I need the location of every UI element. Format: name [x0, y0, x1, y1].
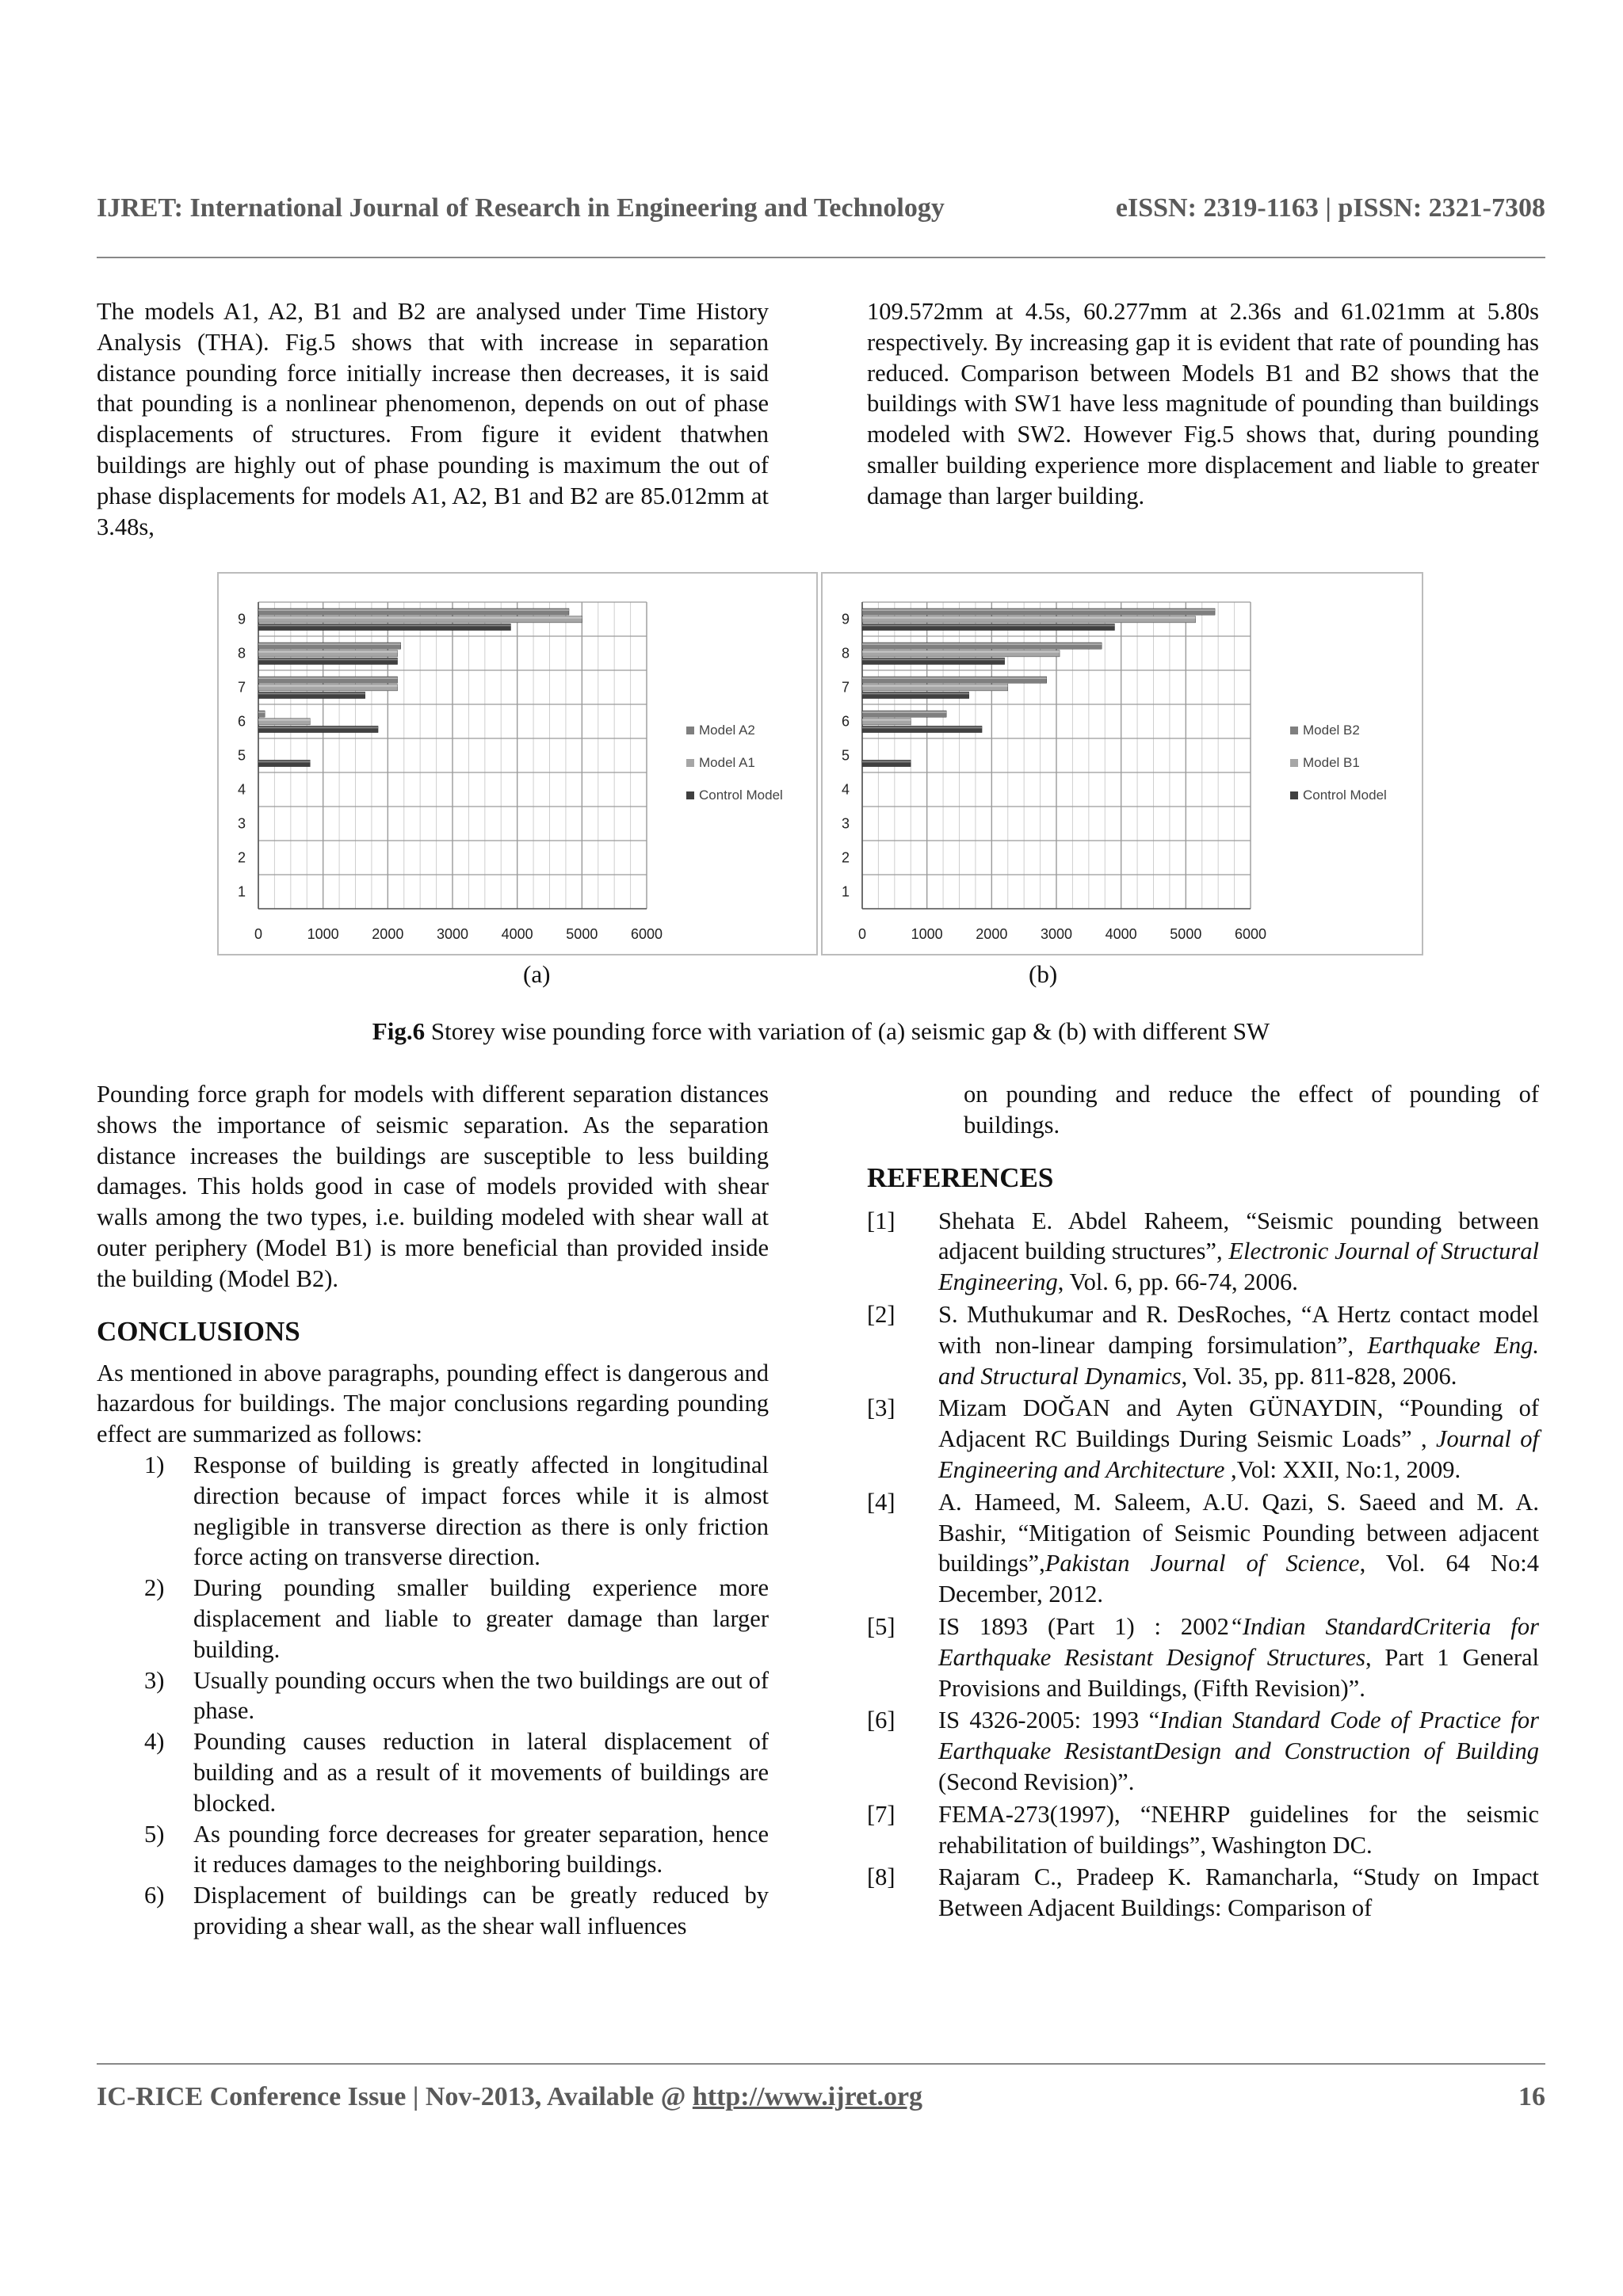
bar-highlight — [862, 761, 911, 762]
x-tick-label: 2000 — [372, 926, 404, 942]
y-tick-label: 1 — [841, 883, 850, 900]
bar-highlight — [258, 651, 398, 653]
y-tick-label: 5 — [237, 747, 246, 764]
intro-paragraph-left: The models A1, A2, B1 and B2 are analysed under Time History Analysis (THA). Fig.5 shows that with increase in separation distance pounding force initially increase then decreases, it is said that pounding is a nonlinear phenomenon, depends on out of phase displacements of structures. From figure it evident thatwhen buildings are highly out of phase pounding is maximum the out of phase displacements for models A1, A2, B1 and B2 are 85.012mm at 3.48s, — [97, 298, 769, 540]
y-tick-label: 1 — [237, 883, 246, 900]
footer-left — [97, 2082, 922, 2112]
reference-authors: FEMA-273(1997), “NEHRP guidelines for the seismic rehabilitation of buildings”, Washington DC. — [938, 1800, 1539, 1859]
y-tick-label: 8 — [841, 645, 850, 662]
legend-swatch — [1290, 759, 1298, 767]
x-tick-label: 0 — [254, 926, 263, 942]
bar-highlight — [258, 609, 569, 611]
legend-swatch — [686, 791, 694, 799]
reference-details: , Vol. 6, pp. 66-74, 2006. — [1057, 1268, 1298, 1296]
conclusion-number: 2) — [144, 1574, 165, 1602]
bar-highlight — [862, 727, 982, 728]
references-list — [867, 1206, 1539, 1924]
reference-source: Earthquake Eng. and Structural Dynamics — [938, 1331, 1539, 1390]
bar-highlight — [258, 719, 310, 721]
reference-item — [867, 1611, 1539, 1703]
y-tick-label: 2 — [841, 849, 850, 866]
lower-right-column — [867, 1079, 1539, 1925]
conclusion-text: Usually pounding occurs when the two buildings are out of phase. — [193, 1666, 769, 1725]
bar-highlight — [862, 624, 1115, 626]
figure-caption-label: Fig.6 — [372, 1017, 426, 1045]
header-rule — [97, 257, 1545, 258]
conclusions-heading: CONCLUSIONS — [97, 1315, 300, 1347]
reference-number: [6] — [867, 1707, 896, 1734]
issn: eISSN: 2319-1163 | pISSN: 2321-7308 — [1115, 193, 1545, 223]
y-tick-label: 4 — [841, 781, 850, 798]
bar-highlight — [258, 617, 582, 619]
bar-highlight — [258, 685, 398, 687]
legend-swatch — [686, 727, 694, 734]
conclusion-item — [97, 1726, 769, 1818]
reference-item — [867, 1862, 1539, 1924]
conclusion-text: During pounding smaller building experience more displacement and liable to greater damage than larger building. — [193, 1574, 769, 1663]
reference-item — [867, 1393, 1539, 1485]
conclusions-intro: As mentioned in above paragraphs, pounding effect is dangerous and hazardous for buildings. The major conclusions regarding pounding effect are summarized as follows: — [97, 1359, 769, 1448]
bar-highlight — [258, 711, 265, 713]
y-tick-label: 2 — [237, 849, 246, 866]
reference-details: (Second Revision)”. — [938, 1768, 1135, 1795]
conclusion-item — [97, 1880, 769, 1942]
bar-highlight — [258, 624, 511, 626]
y-tick-label: 3 — [237, 815, 246, 832]
conclusion-number: 4) — [144, 1728, 165, 1756]
page-footer — [97, 2082, 1545, 2112]
footer-link[interactable]: http://www.ijret.org — [692, 2082, 923, 2111]
intro-right-column — [867, 296, 1539, 512]
y-tick-label: 9 — [237, 611, 246, 627]
chart-a-svg — [219, 574, 819, 957]
x-tick-label: 1000 — [911, 926, 943, 942]
reference-source: Pakistan Journal of Science — [1044, 1550, 1360, 1577]
reference-item — [867, 1206, 1539, 1298]
conclusion-continuation: on pounding and reduce the effect of pounding of buildings. — [964, 1081, 1539, 1138]
y-tick-label: 5 — [841, 747, 850, 764]
bar-highlight — [862, 692, 969, 694]
bar-highlight — [258, 727, 378, 728]
x-tick-label: 6000 — [1234, 926, 1267, 942]
x-tick-label: 3000 — [1040, 926, 1073, 942]
reference-number: [3] — [867, 1394, 896, 1422]
reference-details: , Vol. 35, pp. 811-828, 2006. — [1181, 1362, 1457, 1390]
conclusion-item — [97, 1450, 769, 1573]
y-tick-label: 3 — [841, 815, 850, 832]
y-tick-label: 6 — [841, 713, 850, 730]
reference-authors: IS 4326-2005: 1993 “ — [938, 1707, 1160, 1734]
figure-caption-text: Storey wise pounding force with variation of (a) seismic gap & (b) with different SW — [425, 1017, 1270, 1045]
reference-details: , Vol. 64 No:4 December, 2012. — [938, 1550, 1539, 1608]
bar-highlight — [862, 617, 1196, 619]
legend-swatch — [1290, 727, 1298, 734]
reference-source: Electronic Journal of Structural Engineering — [938, 1238, 1539, 1296]
chart-a — [217, 572, 818, 955]
legend-swatch — [686, 759, 694, 767]
reference-item — [867, 1799, 1539, 1861]
reference-source: Indian Standard Code of Practice for Earthquake ResistantDesign and Construction of Building — [938, 1707, 1539, 1765]
reference-authors: S. Muthukumar and R. DesRoches, “A Hertz contact model with non-linear damping forsimulation”, — [938, 1300, 1539, 1359]
page-number: 16 — [1518, 2082, 1545, 2111]
x-tick-label: 4000 — [1105, 926, 1137, 942]
intro-left-column — [97, 296, 769, 542]
reference-number: [2] — [867, 1300, 896, 1328]
page-header — [97, 193, 1545, 223]
conclusion-number: 5) — [144, 1820, 165, 1848]
legend-label: Control Model — [699, 788, 783, 803]
conclusion-item — [97, 1665, 769, 1727]
bar-highlight — [258, 692, 365, 694]
conclusion-number: 3) — [144, 1666, 165, 1694]
bar-highlight — [862, 685, 1008, 687]
bar-highlight — [258, 658, 398, 660]
chart-b-svg — [823, 574, 1425, 957]
conclusion-item — [97, 1819, 769, 1881]
reference-source: “Indian StandardCriteria for Earthquake Resistant Designof Structures — [938, 1612, 1539, 1671]
intro-paragraph-right: 109.572mm at 4.5s, 60.277mm at 2.36s and 61.021mm at 5.80s respectively. By increasing gap it is evident that rate of pounding has reduced. Comparison between Models B1 and B2 shows that the buildings with SW1 have less magnitude of pounding than buildings modeled with SW2. However Fig.5 shows that, during pounding smaller building experience more displacement and liable to greater damage than larger building. — [867, 298, 1539, 509]
chart-b — [821, 572, 1423, 955]
reference-authors: Shehata E. Abdel Raheem, “Seismic pounding between adjacent building structures”, — [938, 1207, 1539, 1265]
reference-details: , Part 1 General Provisions and Buildings, (Fifth Revision)”. — [938, 1643, 1539, 1702]
conclusions-list — [97, 1450, 769, 1942]
conclusion-text: Displacement of buildings can be greatly reduced by providing a shear wall, as the shear wall influences — [193, 1882, 769, 1939]
x-tick-label: 5000 — [566, 926, 598, 942]
conclusion-text: Response of building is greatly affected in longitudinal direction because of impact forces while it is almost negligible in transverse direction as there is only friction force acting on transverse direction. — [193, 1451, 769, 1571]
reference-authors: Mizam DOĞAN and Ayten GÜNAYDIN, “Pounding of Adjacent RC Buildings During Seismic Loads” , — [938, 1394, 1539, 1453]
bar-highlight — [862, 711, 946, 713]
bar-highlight — [862, 658, 1005, 660]
bar-highlight — [862, 677, 1047, 679]
x-tick-label: 0 — [857, 926, 867, 942]
legend-label: Model A2 — [699, 723, 755, 738]
reference-number: [5] — [867, 1612, 896, 1640]
reference-authors: A. Hameed, M. Saleem, A.U. Qazi, S. Saeed and M. A. Bashir, “Mitigation of Seismic Pounding between adjacent buildings”, — [938, 1488, 1539, 1577]
y-tick-label: 7 — [237, 679, 246, 696]
legend-label: Model A1 — [699, 755, 755, 770]
bar-highlight — [862, 643, 1102, 645]
journal-title: IJRET: International Journal of Research in Engineering and Technology — [97, 193, 945, 223]
reference-number: [8] — [867, 1863, 896, 1891]
legend-label: Model B1 — [1303, 755, 1360, 770]
y-tick-label: 4 — [237, 781, 246, 798]
x-tick-label: 1000 — [307, 926, 339, 942]
footer-text: IC-RICE Conference Issue | Nov-2013, Available @ — [97, 2082, 693, 2111]
bar-highlight — [258, 761, 310, 762]
pounding-paragraph: Pounding force graph for models with different separation distances shows the importance of seismic separation. As the separation distance increases the buildings are susceptible to less building damages. This holds good in case of models provided with shear walls among the two types, i.e. building modeled with shear wall at outer periphery (Model B1) is more beneficial than provided inside the building (Model B2). — [97, 1081, 769, 1292]
y-tick-label: 9 — [841, 611, 850, 627]
footer-rule — [97, 2063, 1545, 2065]
reference-number: [7] — [867, 1800, 896, 1828]
x-tick-label: 4000 — [501, 926, 533, 942]
bar-highlight — [862, 651, 1060, 653]
reference-details: ,Vol: XXII, No:1, 2009. — [1224, 1455, 1461, 1483]
references-heading: REFERENCES — [867, 1161, 1054, 1193]
bar-highlight — [258, 643, 401, 645]
figure-caption — [97, 1017, 1545, 1046]
reference-item — [867, 1299, 1539, 1391]
reference-number: [1] — [867, 1207, 896, 1234]
legend-swatch — [1290, 791, 1298, 799]
reference-number: [4] — [867, 1488, 896, 1516]
reference-authors: Rajaram C., Pradeep K. Ramancharla, “Study on Impact Between Adjacent Buildings: Comparison of — [938, 1863, 1539, 1922]
x-tick-label: 3000 — [436, 926, 469, 942]
reference-item — [867, 1487, 1539, 1610]
x-tick-label: 5000 — [1170, 926, 1202, 942]
y-tick-label: 8 — [237, 645, 246, 662]
bar-highlight — [258, 677, 398, 679]
lower-left-column — [97, 1079, 769, 1942]
conclusion-text: Pounding causes reduction in lateral displacement of building and as a result of it movements of buildings are blocked. — [193, 1728, 769, 1817]
y-tick-label: 6 — [237, 713, 246, 730]
conclusion-item — [97, 1573, 769, 1665]
conclusion-number: 6) — [144, 1882, 165, 1909]
x-tick-label: 6000 — [630, 926, 663, 942]
figure-label-a: (a) — [523, 960, 551, 988]
conclusion-text: As pounding force decreases for greater separation, hence it reduces damages to the neighboring buildings. — [193, 1820, 769, 1878]
reference-source: Journal of Engineering and Architecture — [938, 1425, 1540, 1483]
legend-label: Model B2 — [1303, 723, 1360, 738]
reference-authors: IS 1893 (Part 1) : 2002 — [938, 1612, 1229, 1640]
bar-highlight — [862, 609, 1215, 611]
conclusion-number: 1) — [144, 1451, 165, 1478]
x-tick-label: 2000 — [976, 926, 1008, 942]
figure-label-b: (b) — [1029, 960, 1058, 988]
reference-item — [867, 1705, 1539, 1797]
bar-highlight — [862, 719, 911, 721]
y-tick-label: 7 — [841, 679, 850, 696]
legend-label: Control Model — [1303, 788, 1387, 803]
